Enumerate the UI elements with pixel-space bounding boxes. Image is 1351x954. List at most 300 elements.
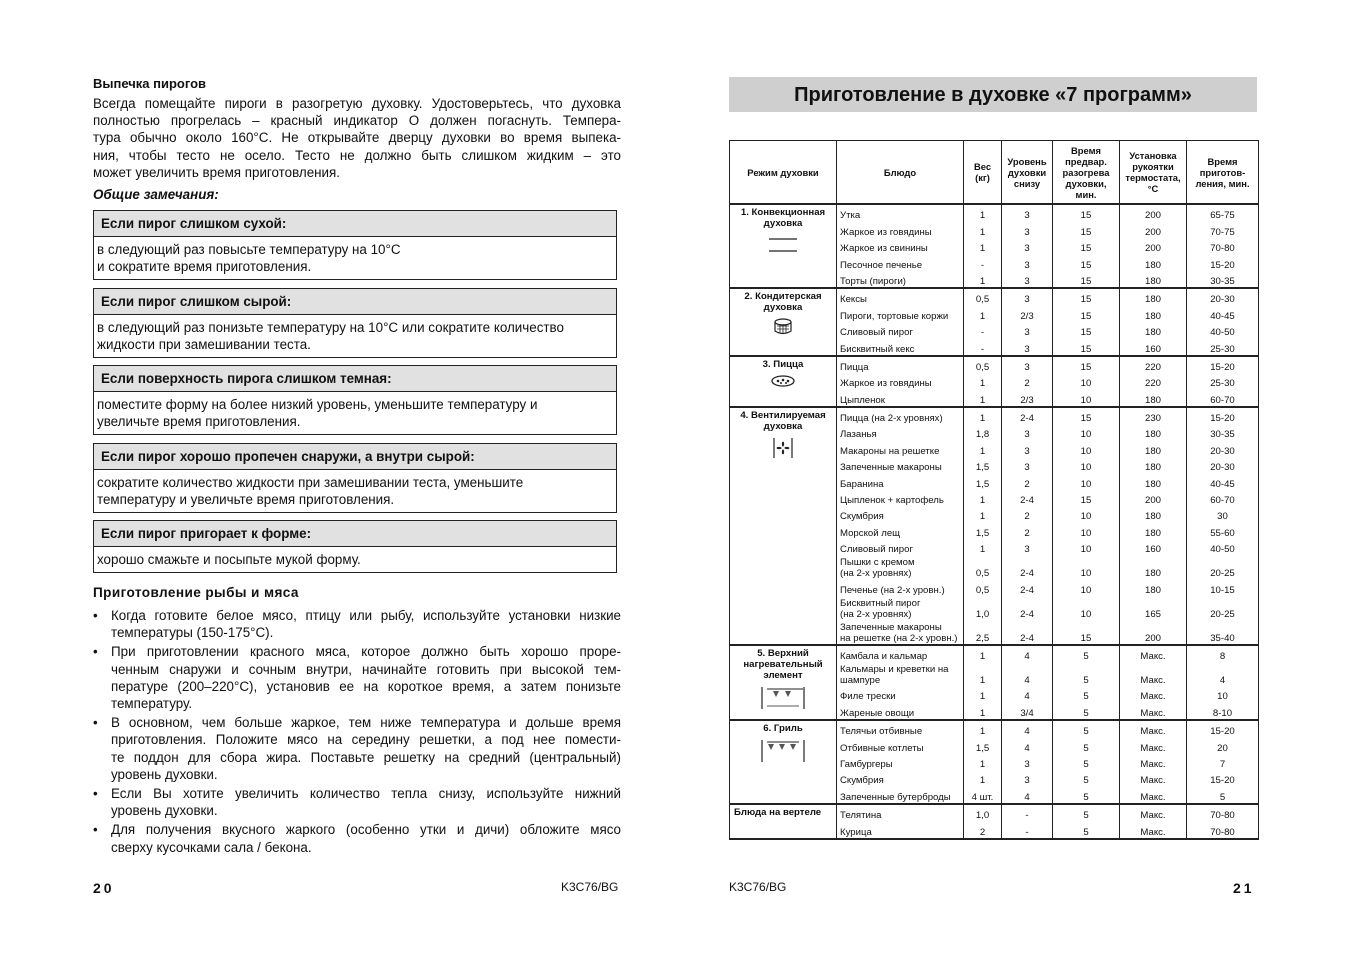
value-cell: 10-15 bbox=[1187, 579, 1259, 595]
value-cell: 2-4 bbox=[1002, 490, 1053, 506]
dish-cell: Пицца (на 2-х уровнях) bbox=[837, 407, 964, 424]
convection-icon bbox=[732, 233, 834, 260]
tip-line: поместите форму на более низкий уровень, уменьшите температуру и bbox=[97, 397, 538, 412]
value-cell: 1 bbox=[964, 305, 1002, 321]
column-header: Время приготов-ления, мин. bbox=[1187, 141, 1259, 205]
value-cell: 1 bbox=[964, 770, 1002, 786]
value-cell: 180 bbox=[1120, 288, 1187, 305]
value-cell: 180 bbox=[1120, 473, 1187, 489]
value-cell: 15 bbox=[1053, 356, 1120, 373]
value-cell: 1 bbox=[964, 662, 1002, 686]
value-cell: 55-60 bbox=[1187, 522, 1259, 538]
value-cell: - bbox=[964, 254, 1002, 270]
tip-box bbox=[93, 443, 617, 513]
tip-box bbox=[93, 210, 617, 280]
value-cell: 2 bbox=[1002, 373, 1053, 389]
value-cell: 220 bbox=[1120, 356, 1187, 373]
tip-line: жидкости при замешивании теста. bbox=[97, 337, 311, 353]
value-cell: 1 bbox=[964, 271, 1002, 288]
value-cell: 1 bbox=[964, 539, 1002, 555]
value-cell: 10 bbox=[1053, 424, 1120, 440]
dish-cell: Баранина bbox=[837, 473, 964, 489]
value-cell: Макс. bbox=[1120, 686, 1187, 702]
column-header: Время предвар. разогрева духовки, мин. bbox=[1053, 141, 1120, 205]
value-cell: 1 bbox=[964, 686, 1002, 702]
value-cell: 10 bbox=[1187, 686, 1259, 702]
value-cell: 15 bbox=[1053, 238, 1120, 254]
oven-mode-label: 2. Кондитерская духовка bbox=[744, 290, 822, 313]
value-cell: 5 bbox=[1053, 645, 1120, 662]
oven-mode-cell bbox=[730, 288, 837, 356]
value-cell: 10 bbox=[1053, 579, 1120, 595]
value-cell: Макс. bbox=[1120, 770, 1187, 786]
page-number-right: 21 bbox=[1233, 880, 1255, 896]
value-cell: 4 bbox=[1002, 686, 1053, 702]
bullet-line: • При приготовлении красного мяса, которое должно быть хорошо прope- bbox=[111, 644, 621, 660]
value-cell: 180 bbox=[1120, 271, 1187, 288]
value-cell: 200 bbox=[1120, 204, 1187, 221]
value-cell: Макс. bbox=[1120, 821, 1187, 838]
bullet-line: температуры (150-175°C). bbox=[111, 625, 274, 641]
value-cell: Макс. bbox=[1120, 737, 1187, 753]
pastry-icon bbox=[732, 317, 834, 340]
pies-line: полностью прогрелась – красный индикатор O должен погаснуть. Темпера- bbox=[93, 113, 621, 129]
dish-line: Пышки с кремом bbox=[840, 557, 915, 569]
bullet-line: уровень духовки. bbox=[111, 766, 218, 782]
value-cell: 1 bbox=[964, 490, 1002, 506]
dish-cell: Запеченные бутерброды bbox=[837, 786, 964, 803]
dish-cell bbox=[837, 555, 964, 579]
oven-mode-cell bbox=[730, 645, 837, 720]
value-cell: Макс. bbox=[1120, 645, 1187, 662]
value-cell: Макс. bbox=[1120, 786, 1187, 803]
dish-cell: Утка bbox=[837, 204, 964, 221]
dish-cell: Цыпленок + картофель bbox=[837, 490, 964, 506]
value-cell: 65-75 bbox=[1187, 204, 1259, 221]
dish-cell: Цыпленок bbox=[837, 389, 964, 406]
tip-line: хорошо смажьте и посыпьте мукой форму. bbox=[97, 552, 361, 567]
value-cell: 20-30 bbox=[1187, 440, 1259, 456]
dish-cell: Пироги, тортовые коржи bbox=[837, 305, 964, 321]
tip-line: сократите количество жидкости при замешивании теста, уменьшите bbox=[97, 475, 524, 490]
tip-box-heading: Если пирог слишком сырой: bbox=[94, 289, 616, 315]
tip-box bbox=[93, 288, 617, 358]
value-cell: 1,5 bbox=[964, 457, 1002, 473]
value-cell: 2 bbox=[964, 821, 1002, 838]
value-cell: 10 bbox=[1053, 506, 1120, 522]
value-cell: 3 bbox=[1002, 254, 1053, 270]
value-cell: 0,5 bbox=[964, 288, 1002, 305]
pizza-icon bbox=[732, 374, 834, 391]
bullet-line: • В основном, чем больше жаркое, тем ниже температура и дольше время bbox=[111, 715, 621, 731]
dish-cell: Морской лещ bbox=[837, 522, 964, 538]
value-cell: 70-80 bbox=[1187, 804, 1259, 821]
oven-mode-cell bbox=[730, 356, 837, 407]
value-cell: 4 шт. bbox=[964, 786, 1002, 803]
value-cell: 180 bbox=[1120, 457, 1187, 473]
dish-line: (на 2-х уровнях) bbox=[840, 568, 912, 580]
value-cell: 200 bbox=[1120, 221, 1187, 237]
value-cell: Макс. bbox=[1120, 804, 1187, 821]
value-cell: 20-25 bbox=[1187, 596, 1259, 620]
value-cell: 3 bbox=[1002, 457, 1053, 473]
value-cell: 3 bbox=[1002, 770, 1053, 786]
bullet-item bbox=[93, 714, 621, 783]
bullet-line: те поддон для сбора жира. Поставьте решетку на средний (центральный) bbox=[111, 749, 621, 765]
value-cell: 70-80 bbox=[1187, 238, 1259, 254]
value-cell: 1,5 bbox=[964, 522, 1002, 538]
pies-paragraph bbox=[93, 95, 621, 181]
value-cell: 60-70 bbox=[1187, 389, 1259, 406]
value-cell: Макс. bbox=[1120, 720, 1187, 737]
value-cell: - bbox=[964, 322, 1002, 338]
oven-mode-label: Блюда на вертеле bbox=[734, 806, 822, 818]
value-cell: 3 bbox=[1002, 221, 1053, 237]
tip-line: в следующий раз повысьте температуру на 10°C bbox=[97, 242, 401, 257]
tip-box-heading: Если пирог хорошо пропечен снаружи, а внутри сырой: bbox=[94, 444, 616, 470]
dish-line: шампуре bbox=[840, 674, 881, 686]
column-header: Вес (кг) bbox=[964, 141, 1002, 205]
table-row bbox=[730, 720, 1259, 737]
bullet-line: сверху кусочками сала / бекона. bbox=[111, 839, 312, 855]
value-cell: 8-10 bbox=[1187, 702, 1259, 719]
value-cell: 230 bbox=[1120, 407, 1187, 424]
value-cell: 15 bbox=[1053, 204, 1120, 221]
value-cell: 3 bbox=[1002, 356, 1053, 373]
dish-cell: Скумбрия bbox=[837, 506, 964, 522]
pies-line: тура обычно около 160°C. Не открывайте дверцу духовки во время выпека- bbox=[93, 130, 621, 146]
value-cell: 5 bbox=[1053, 821, 1120, 838]
value-cell: 20-25 bbox=[1187, 555, 1259, 579]
table-row bbox=[730, 804, 1259, 821]
value-cell: 40-50 bbox=[1187, 539, 1259, 555]
value-cell: 0,5 bbox=[964, 555, 1002, 579]
value-cell: 1 bbox=[964, 702, 1002, 719]
value-cell: 15 bbox=[1053, 288, 1120, 305]
oven-program-table bbox=[729, 140, 1259, 840]
value-cell: 200 bbox=[1120, 620, 1187, 645]
table-row bbox=[730, 204, 1259, 221]
value-cell: 5 bbox=[1053, 686, 1120, 702]
dish-line: Запеченные макароны bbox=[840, 621, 942, 633]
bullet-line: ченным снаружи и сочным внутри, начинайте готовить при высокой тем- bbox=[111, 661, 621, 677]
value-cell: 4 bbox=[1002, 720, 1053, 737]
tip-box-body bbox=[94, 392, 616, 434]
tip-line: в следующий раз понизьте температуру на 10°C или сократите количество bbox=[97, 320, 564, 335]
value-cell: 70-80 bbox=[1187, 821, 1259, 838]
tip-box-body bbox=[94, 470, 616, 512]
value-cell: 1,0 bbox=[964, 804, 1002, 821]
value-cell: 2 bbox=[1002, 506, 1053, 522]
value-cell: 5 bbox=[1053, 804, 1120, 821]
value-cell: 3 bbox=[1002, 204, 1053, 221]
value-cell: 2 bbox=[1002, 522, 1053, 538]
value-cell: 1 bbox=[964, 221, 1002, 237]
dish-cell: Курица bbox=[837, 821, 964, 838]
value-cell: 1 bbox=[964, 440, 1002, 456]
bullet-item bbox=[93, 821, 621, 855]
value-cell: 2/3 bbox=[1002, 389, 1053, 406]
dish-cell: Торты (пироги) bbox=[837, 271, 964, 288]
tip-line: и сократите время приготовления. bbox=[97, 259, 312, 275]
value-cell: 3 bbox=[1002, 288, 1053, 305]
value-cell: 15-20 bbox=[1187, 356, 1259, 373]
value-cell: 2/3 bbox=[1002, 305, 1053, 321]
dish-cell: Лазанья bbox=[837, 424, 964, 440]
value-cell: 1 bbox=[964, 204, 1002, 221]
value-cell: 40-45 bbox=[1187, 305, 1259, 321]
dish-cell: Телятина bbox=[837, 804, 964, 821]
value-cell: 180 bbox=[1120, 522, 1187, 538]
model-code: K3C76/BG bbox=[561, 880, 619, 894]
value-cell: 220 bbox=[1120, 373, 1187, 389]
dish-line: на решетке (на 2-х уровн.) bbox=[840, 632, 958, 644]
value-cell: 30-35 bbox=[1187, 424, 1259, 440]
value-cell: 40-45 bbox=[1187, 473, 1259, 489]
pies-line: может увеличить время приготовления. bbox=[93, 164, 341, 180]
dish-cell: Гамбургеры bbox=[837, 754, 964, 770]
value-cell: 15-20 bbox=[1187, 407, 1259, 424]
value-cell: 1 bbox=[964, 407, 1002, 424]
value-cell: 180 bbox=[1120, 389, 1187, 406]
value-cell: 1,8 bbox=[964, 424, 1002, 440]
oven-mode-cell bbox=[730, 720, 837, 804]
value-cell: 5 bbox=[1053, 786, 1120, 803]
value-cell: 15 bbox=[1053, 221, 1120, 237]
value-cell: 4 bbox=[1002, 737, 1053, 753]
value-cell: 10 bbox=[1053, 457, 1120, 473]
page-title-banner: Приготовление в духовке «7 программ» bbox=[729, 77, 1257, 112]
column-header: Режим духовки bbox=[730, 141, 837, 205]
value-cell: 60-70 bbox=[1187, 490, 1259, 506]
value-cell: 10 bbox=[1053, 440, 1120, 456]
value-cell: 1 bbox=[964, 238, 1002, 254]
value-cell: 10 bbox=[1053, 555, 1120, 579]
value-cell: 180 bbox=[1120, 254, 1187, 270]
value-cell: 25-30 bbox=[1187, 373, 1259, 389]
dish-cell bbox=[837, 620, 964, 645]
oven-mode-cell bbox=[730, 407, 837, 645]
dish-cell: Макароны на решетке bbox=[837, 440, 964, 456]
value-cell: 180 bbox=[1120, 305, 1187, 321]
value-cell: 70-75 bbox=[1187, 221, 1259, 237]
value-cell: 160 bbox=[1120, 539, 1187, 555]
bullet-line: • Когда готовите белое мясо, птицу или рыбу, используйте установки низкие bbox=[111, 608, 621, 623]
value-cell: 5 bbox=[1053, 754, 1120, 770]
value-cell: 15 bbox=[1053, 254, 1120, 270]
value-cell: 20-30 bbox=[1187, 288, 1259, 305]
value-cell: 2-4 bbox=[1002, 620, 1053, 645]
value-cell: 3 bbox=[1002, 238, 1053, 254]
value-cell: 4 bbox=[1002, 662, 1053, 686]
dish-cell: Песочное печенье bbox=[837, 254, 964, 270]
pies-line: ния, чтобы тесто не осело. Тесто не должно быть слишком жидким – это bbox=[93, 147, 621, 163]
value-cell: 4 bbox=[1002, 645, 1053, 662]
value-cell: 5 bbox=[1053, 702, 1120, 719]
oven-mode-cell bbox=[730, 204, 837, 288]
bullet-item bbox=[93, 643, 621, 712]
value-cell: 200 bbox=[1120, 238, 1187, 254]
value-cell: 30 bbox=[1187, 506, 1259, 522]
grill-icon bbox=[732, 738, 834, 767]
table-row bbox=[730, 407, 1259, 424]
dish-cell: Пицца bbox=[837, 356, 964, 373]
value-cell: 4 bbox=[1187, 662, 1259, 686]
dish-cell: Жареные овощи bbox=[837, 702, 964, 719]
value-cell: 3 bbox=[1002, 440, 1053, 456]
value-cell: 180 bbox=[1120, 424, 1187, 440]
value-cell: 5 bbox=[1053, 720, 1120, 737]
value-cell: 15 bbox=[1053, 620, 1120, 645]
bullet-line: приготовления. Положите мясо на середину решетки, а под нее помести- bbox=[111, 732, 621, 748]
value-cell: 1,5 bbox=[964, 737, 1002, 753]
dish-cell: Филе трески bbox=[837, 686, 964, 702]
value-cell: 1 bbox=[964, 720, 1002, 737]
value-cell: 2 bbox=[1002, 473, 1053, 489]
bullet-item bbox=[93, 785, 621, 819]
value-cell: - bbox=[1002, 804, 1053, 821]
value-cell: 15 bbox=[1053, 490, 1120, 506]
value-cell: 1,0 bbox=[964, 596, 1002, 620]
oven-mode-label: 3. Пицца bbox=[762, 358, 804, 370]
value-cell: 10 bbox=[1053, 373, 1120, 389]
value-cell: 30-35 bbox=[1187, 271, 1259, 288]
tip-line: температуру и увеличьте время приготовления. bbox=[97, 492, 395, 508]
dish-cell: Сливовый пирог bbox=[837, 539, 964, 555]
tip-line: увеличьте время приготовления. bbox=[97, 414, 301, 430]
value-cell: 7 bbox=[1187, 754, 1259, 770]
oven-mode-label: 6. Гриль bbox=[763, 722, 803, 734]
value-cell: 165 bbox=[1120, 596, 1187, 620]
oven-mode-cell bbox=[730, 804, 837, 839]
dish-cell: Скумбрия bbox=[837, 770, 964, 786]
value-cell: 10 bbox=[1053, 539, 1120, 555]
dish-cell: Жаркое из говядины bbox=[837, 373, 964, 389]
value-cell: 1 bbox=[964, 389, 1002, 406]
value-cell: 4 bbox=[1002, 786, 1053, 803]
oven-mode-label: 4. Вентилируемая духовка bbox=[740, 409, 826, 432]
value-cell: 3 bbox=[1002, 424, 1053, 440]
tip-box-heading: Если пирог слишком сухой: bbox=[94, 211, 616, 237]
value-cell: 10 bbox=[1053, 596, 1120, 620]
value-cell: 35-40 bbox=[1187, 620, 1259, 645]
value-cell: 15 bbox=[1053, 322, 1120, 338]
dish-cell: Бисквитный кекс bbox=[837, 338, 964, 355]
dish-cell: Камбала и кальмар bbox=[837, 645, 964, 662]
value-cell: 1 bbox=[964, 506, 1002, 522]
value-cell: 10 bbox=[1053, 522, 1120, 538]
dish-cell: Жаркое из говядины bbox=[837, 221, 964, 237]
value-cell: 180 bbox=[1120, 579, 1187, 595]
value-cell: 180 bbox=[1120, 506, 1187, 522]
bullet-line: • Если Вы хотите увеличить количество тепла снизу, используйте нижний bbox=[111, 786, 621, 802]
dish-cell: Печенье (на 2-х уровн.) bbox=[837, 579, 964, 595]
tip-box-body bbox=[94, 315, 616, 357]
value-cell: 25-30 bbox=[1187, 338, 1259, 355]
value-cell: 2-4 bbox=[1002, 407, 1053, 424]
value-cell: 3 bbox=[1002, 322, 1053, 338]
fish-meat-bullets bbox=[93, 607, 621, 858]
page-number: 20 bbox=[93, 880, 115, 896]
top-heater-icon bbox=[732, 685, 834, 714]
model-code-right: K3C76/BG bbox=[729, 880, 787, 894]
value-cell: - bbox=[1002, 821, 1053, 838]
value-cell: 1 bbox=[964, 645, 1002, 662]
value-cell: 1 bbox=[964, 373, 1002, 389]
value-cell: 15-20 bbox=[1187, 254, 1259, 270]
column-header: Установка рукоятки термостата, °C bbox=[1120, 141, 1187, 205]
dish-cell bbox=[837, 662, 964, 686]
tip-box bbox=[93, 365, 617, 435]
value-cell: 15 bbox=[1053, 338, 1120, 355]
tip-box-body bbox=[94, 547, 616, 572]
value-cell: 2-4 bbox=[1002, 555, 1053, 579]
value-cell: 3/4 bbox=[1002, 702, 1053, 719]
tip-box-heading: Если пирог пригорает к форме: bbox=[94, 521, 616, 547]
oven-mode-label: 1. Конвекционная духовка bbox=[740, 207, 826, 229]
value-cell: 0,5 bbox=[964, 579, 1002, 595]
column-header: Уровень духовки снизу bbox=[1002, 141, 1053, 205]
value-cell: Макс. bbox=[1120, 702, 1187, 719]
value-cell: 3 bbox=[1002, 539, 1053, 555]
dish-line: Кальмары и креветки на bbox=[840, 663, 949, 675]
column-header: Блюдо bbox=[837, 141, 964, 205]
value-cell: 10 bbox=[1053, 389, 1120, 406]
value-cell: - bbox=[964, 338, 1002, 355]
dish-cell: Телячьи отбивные bbox=[837, 720, 964, 737]
value-cell: 3 bbox=[1002, 754, 1053, 770]
dish-cell: Запеченные макароны bbox=[837, 457, 964, 473]
value-cell: 3 bbox=[1002, 271, 1053, 288]
value-cell: 10 bbox=[1053, 473, 1120, 489]
dish-cell: Кексы bbox=[837, 288, 964, 305]
value-cell: 5 bbox=[1053, 770, 1120, 786]
value-cell: 180 bbox=[1120, 440, 1187, 456]
value-cell: 2,5 bbox=[964, 620, 1002, 645]
bullet-item bbox=[93, 607, 621, 641]
bullet-line: • Для получения вкусного жаркого (особенно утки и дичи) обложите мясо bbox=[111, 822, 621, 838]
tip-box-heading: Если поверхность пирога слишком темная: bbox=[94, 366, 616, 392]
dish-line: (на 2-х уровнях) bbox=[840, 608, 912, 620]
dish-line: Бисквитный пирог bbox=[840, 597, 921, 609]
value-cell: 15-20 bbox=[1187, 770, 1259, 786]
value-cell: 20-30 bbox=[1187, 457, 1259, 473]
bullet-line: пературе (200–220°C), установив ее на короткое время, а затем понизьте bbox=[111, 678, 621, 694]
tip-box-body bbox=[94, 237, 616, 279]
dish-cell: Отбивные котлеты bbox=[837, 737, 964, 753]
bullet-line: уровень духовки. bbox=[111, 803, 218, 819]
oven-mode-label: 5. Верхний нагревательный элемент bbox=[743, 647, 823, 681]
value-cell: 15 bbox=[1053, 305, 1120, 321]
value-cell: 5 bbox=[1053, 737, 1120, 753]
fan-icon bbox=[732, 436, 834, 463]
value-cell: 8 bbox=[1187, 645, 1259, 662]
value-cell: 2-4 bbox=[1002, 579, 1053, 595]
value-cell: 180 bbox=[1120, 322, 1187, 338]
table-row bbox=[730, 645, 1259, 662]
table-row bbox=[730, 288, 1259, 305]
value-cell: 5 bbox=[1053, 662, 1120, 686]
value-cell: 1 bbox=[964, 754, 1002, 770]
value-cell: 15-20 bbox=[1187, 720, 1259, 737]
value-cell: 15 bbox=[1053, 271, 1120, 288]
value-cell: 20 bbox=[1187, 737, 1259, 753]
table-row bbox=[730, 356, 1259, 373]
bullet-line: температуру. bbox=[111, 696, 193, 712]
dish-cell: Жаркое из свинины bbox=[837, 238, 964, 254]
tip-box bbox=[93, 520, 617, 573]
value-cell: 160 bbox=[1120, 338, 1187, 355]
